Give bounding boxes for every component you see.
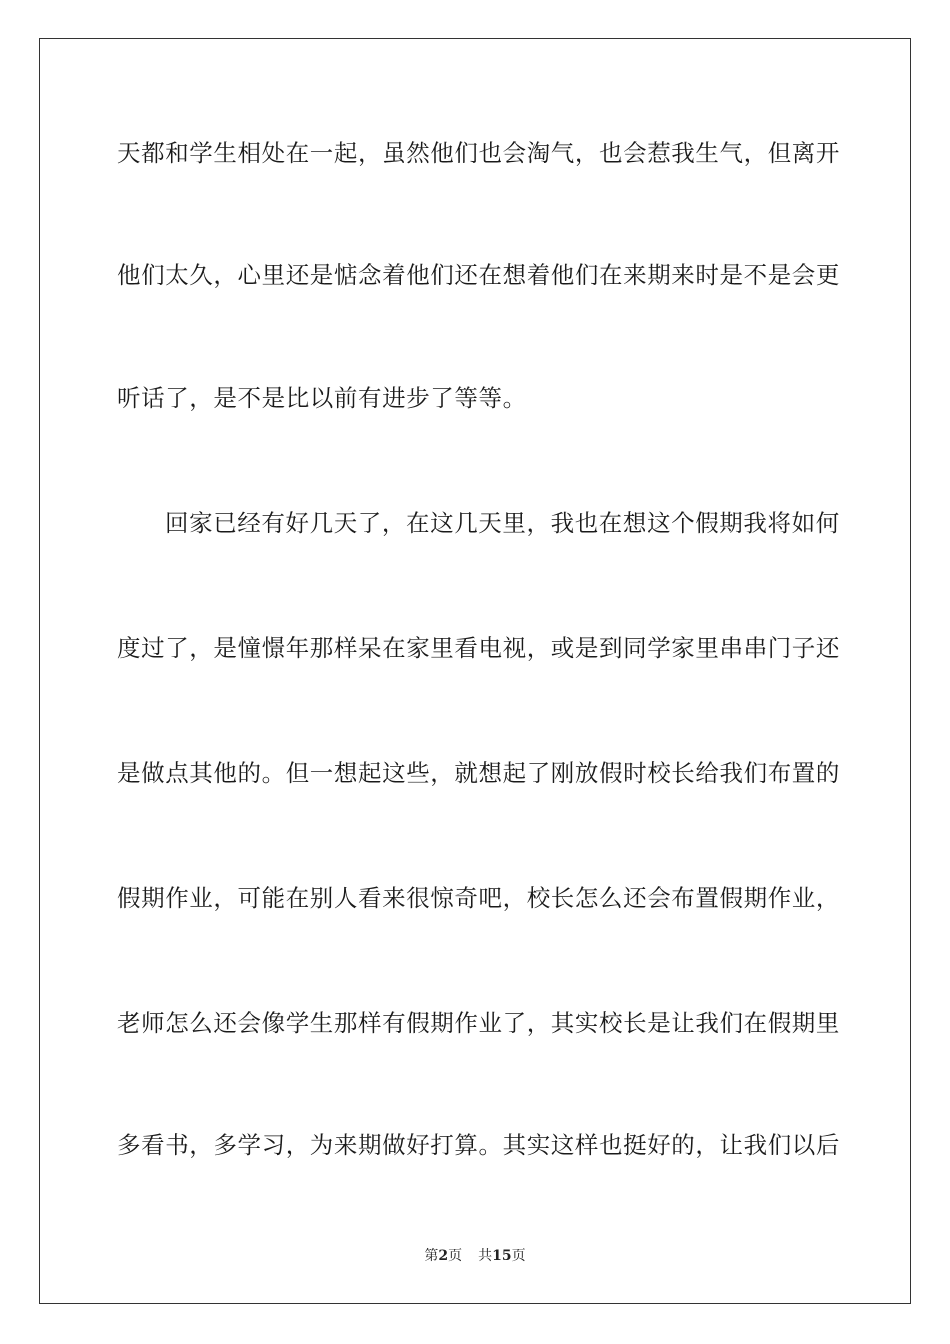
text-line-4: 回家已经有好几天了，在这几天里，我也在想这个假期我将如何 <box>165 509 840 537</box>
total-prefix: 共 <box>478 1248 493 1264</box>
text-line-6: 是做点其他的。但一想起这些，就想起了刚放假时校长给我们布置的 <box>117 759 840 787</box>
text-line-7: 假期作业，可能在别人看来很惊奇吧，校长怎么还会布置假期作业， <box>117 884 840 912</box>
page-suffix: 页 <box>448 1248 463 1264</box>
page-number: 2 <box>438 1248 449 1264</box>
total-suffix: 页 <box>511 1248 526 1264</box>
page-footer <box>0 1247 950 1265</box>
total-pages: 15 <box>492 1248 512 1264</box>
text-line-8: 老师怎么还会像学生那样有假期作业了，其实校长是让我们在假期里 <box>117 1009 840 1037</box>
text-line-3: 听话了，是不是比以前有进步了等等。 <box>117 384 527 412</box>
text-line-9: 多看书，多学习，为来期做好打算。其实这样也挺好的，让我们以后 <box>117 1131 840 1159</box>
text-line-5: 度过了，是憧憬年那样呆在家里看电视，或是到同学家里串串门子还 <box>117 634 840 662</box>
text-line-2: 他们太久，心里还是惦念着他们还在想着他们在来期来时是不是会更 <box>117 261 840 289</box>
text-line-1: 天都和学生相处在一起，虽然他们也会淘气，也会惹我生气，但离开 <box>117 139 840 167</box>
page-prefix: 第 <box>424 1248 439 1264</box>
page-border <box>39 38 911 1304</box>
